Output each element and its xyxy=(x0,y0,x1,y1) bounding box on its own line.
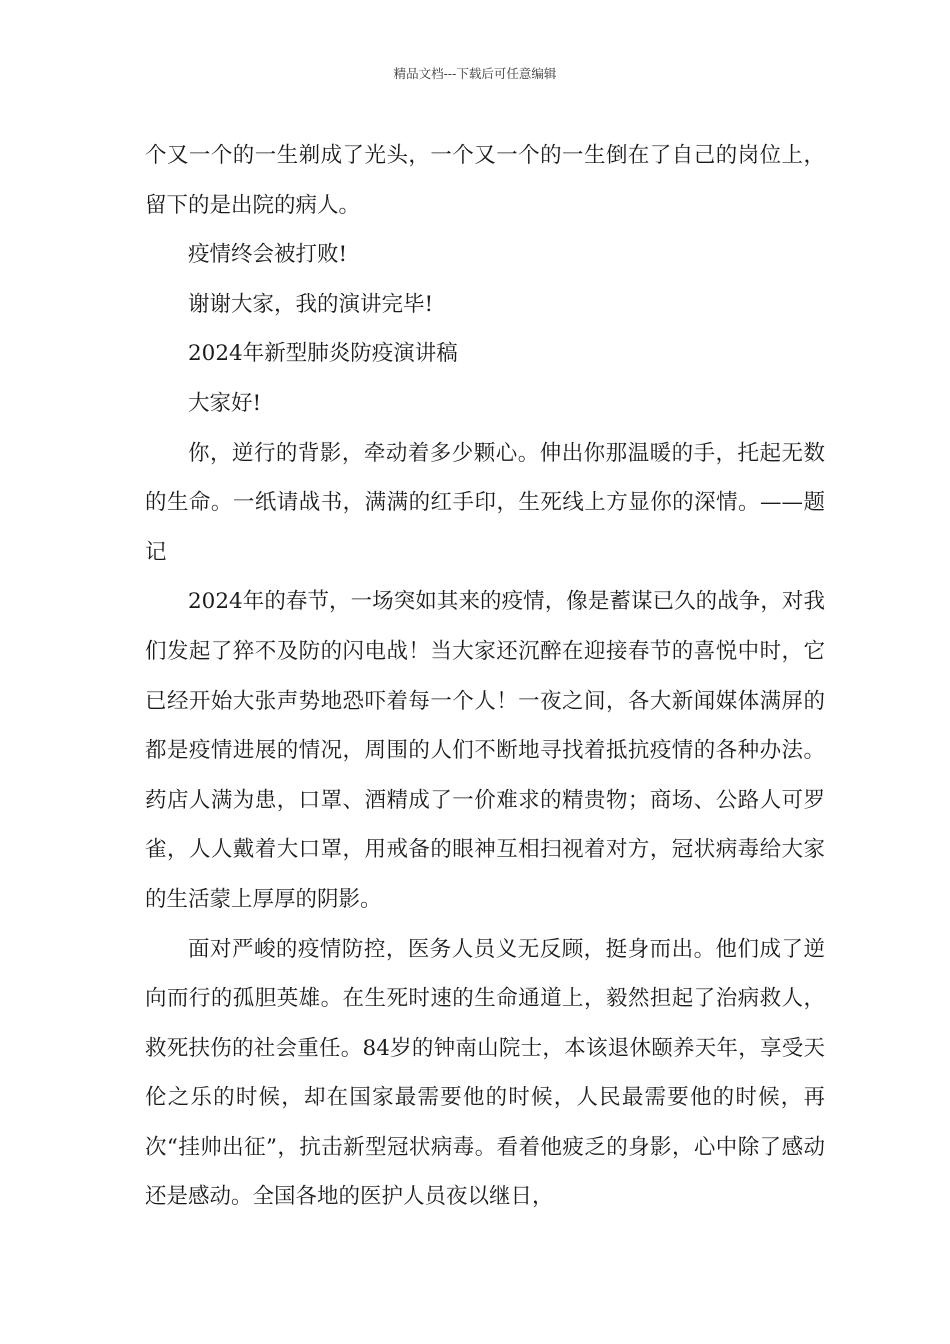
paragraph-closing-statement: 疫情终会被打败! xyxy=(188,242,348,268)
paragraph-body: 面对严峻的疫情防控，医务人员义无反顾，挺身而出。他们成了逆向而行的孤胆英雄。在生死时速的生命通道上，毅然担起了治病救人，救死扶伤的社会重任。84岁的钟南山院士，本该退休颐养天年，享受天伦之乐的时候，却在国家最需要他的时候，人民最需要他的时候，再次“挂帅出征”，抗击新型冠状病毒。看着他疲乏的身影，心中除了感动还是感动。全国各地的医护人员夜以继日， xyxy=(145,936,825,1210)
speech-title: 2024年新型肺炎防疫演讲稿 xyxy=(188,341,458,367)
paragraph-greeting: 大家好! xyxy=(188,390,262,416)
paragraph-epigraph: 你，逆行的背影，牵动着多少颗心。伸出你那温暖的手，托起无数的生命。一纸请战书，满满的红手印，生死线上方显你的深情。——题记 xyxy=(145,440,825,565)
paragraph-continuation: 个又一个的一生剃成了光头，一个又一个的一生倒在了自己的岗位上，留下的是出院的病人。 xyxy=(145,143,825,218)
document-body xyxy=(145,131,825,1222)
paragraph-thanks: 谢谢大家，我的演讲完毕! xyxy=(188,291,434,317)
paragraph-body: 2024年的春节，一场突如其来的疫情，像是蓄谋已久的战争，对我们发起了猝不及防的闪电战！当大家还沉醉在迎接春节的喜悦中时，它已经开始大张声势地恐吓着每一个人！一夜之间，各大新闻媒体满屏的都是疫情进展的情况，周围的人们不断地寻找着抵抗疫情的各种办法。药店人满为患，口罩、酒精成了一价难求的精贵物；商场、公路人可罗雀，人人戴着大口罩，用戒备的眼神互相扫视着对方，冠状病毒给大家的生活蒙上厚厚的阴影。 xyxy=(145,589,825,912)
page-header: 精品文档---下载后可任意编辑 xyxy=(393,66,557,81)
